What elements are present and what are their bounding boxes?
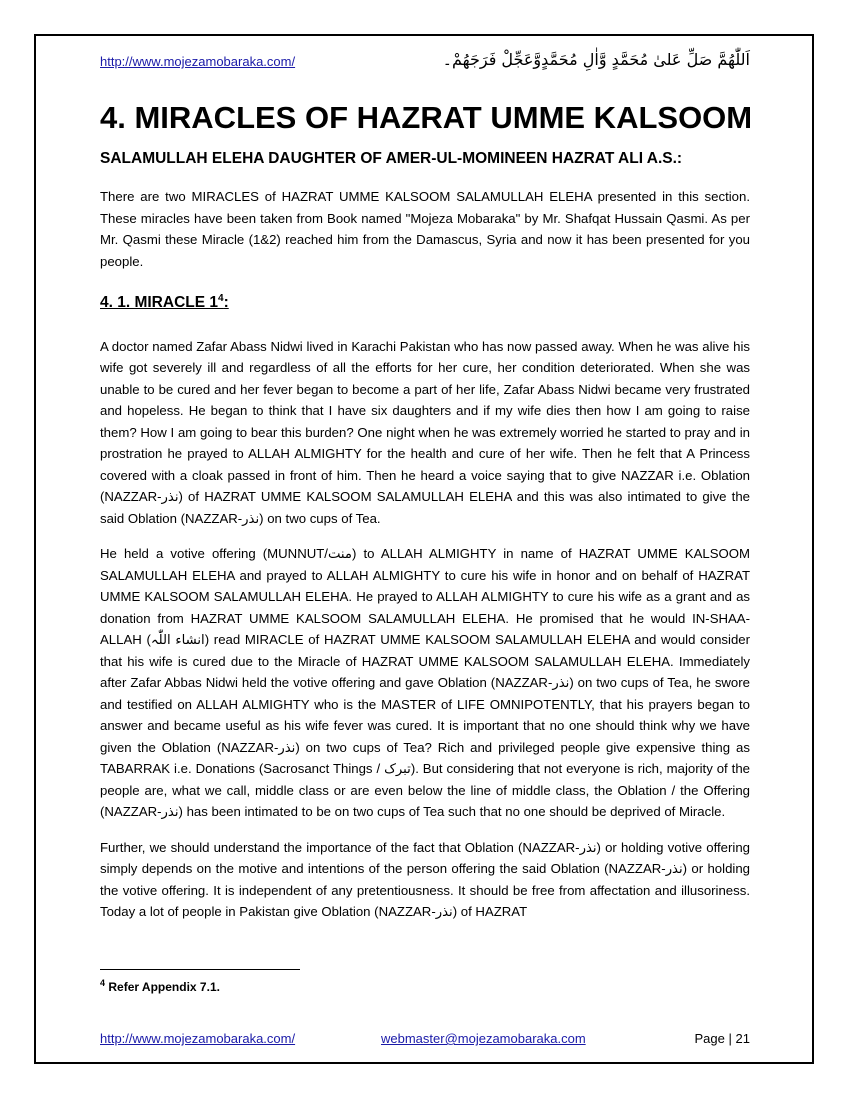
header-arabic-invocation: اَللّٰھُمَّ صَلِّ عَلیٰ مُحَمَّدٍ وَّاٰلِ مُحَمَّدٍوَّعَجِّلْ فَرَجَھُمْ۔ xyxy=(442,50,750,69)
footer-site-link[interactable]: http://www.mojezamobaraka.com/ xyxy=(100,1031,296,1046)
chapter-title: 4. MIRACLES OF HAZRAT UMME KALSOOM xyxy=(100,100,753,135)
intro-paragraph: There are two MIRACLES of HAZRAT UMME KALSOOM SALAMULLAH ELEHA presented in this section. These miracles have been taken from Book named "Mojeza Mobaraka" by Mr. Shafqat Hussain Qasmi. As per Mr. Qasmi these Miracle (1&2) reached him from the Damascus, Syria and now it has been presented for you people. xyxy=(100,189,750,269)
body-content xyxy=(100,186,750,923)
section-heading-text: 4. 1. MIRACLE 1 xyxy=(100,294,218,312)
section-heading xyxy=(100,288,750,314)
body-paragraph: He held a votive offering (MUNNUT/منت) to ALLAH ALMIGHTY in name of HAZRAT UMME KALSOOM SALAMULLAH ELEHA and prayed to ALLAH ALMIGHTY to cure his wife in honor and on behalf of HAZRAT UMME KALSOOM SALAMULLAH ELEHA. He prayed to ALLAH ALMIGHTY to cure his wife as a grant and as donation from HAZRAT UMME KALSOOM SALAMULLAH ELEHA. He promised that he would IN-SHAA-ALLAH (انشاء اللّٰہ) read MIRACLE of HAZRAT UMME KALSOOM SALAMULLAH ELEHA and would consider that his wife is cured due to the Miracle of HAZRAT UMME KALSOOM SALAMULLAH ELEHA. Immediately after Zafar Abbas Nidwi held the votive offering and gave Oblation (NAZZAR-نذر) on two cups of Tea, he swore and testified on ALLAH ALMIGHTY who is the MASTER of LIFE OMNIPOTENTLY, that his prayers began to answer and became useful as his wife fever was cured. It is important that no one should think why we have given the Oblation (NAZZAR-نذر) on two cups of Tea? Rich and privileged people give expensive thing as TABARRAK i.e. Donations (Sacrosanct Things / تبرک). But considering that not everyone is rich, majority of the people are, what we call, middle class or are even below the line of middle class, the Oblation / the Offering (NAZZAR-نذر) has been intimated to be on two cups of Tea such that no one should be deprived of Miracle. xyxy=(100,546,751,820)
section-heading-colon: : xyxy=(223,294,229,312)
footnote-text: Refer Appendix 7.1. xyxy=(108,980,220,994)
page-label: Page xyxy=(694,1031,725,1046)
footnote-number: 4 xyxy=(100,978,106,988)
body-paragraph: Further, we should understand the importance of the fact that Oblation (NAZZAR-نذر) or holding votive offering simply depends on the motive and intentions of the person offering the said Oblation (NAZZAR-نذر) or holding the votive offering. It is independent of any pretentiousness. It should be free from affectation and illusoriness. Today a lot of people in Pakistan give Oblation (NAZZAR-نذر) of HAZRAT xyxy=(100,839,750,920)
page-number-value: 21 xyxy=(735,1031,750,1046)
page-separator: | xyxy=(728,1031,732,1046)
footnote-separator xyxy=(100,969,300,970)
header-site-link[interactable]: http://www.mojezamobaraka.com/ xyxy=(100,54,296,69)
footnote xyxy=(100,978,220,994)
footer-email-link[interactable]: webmaster@mojezamobaraka.com xyxy=(381,1031,586,1046)
footnote-reference[interactable]: 4 xyxy=(218,293,224,304)
chapter-subtitle: SALAMULLAH ELEHA DAUGHTER OF AMER-UL-MOMINEEN HAZRAT ALI A.S.: xyxy=(100,150,683,167)
page-number xyxy=(695,1031,750,1046)
body-paragraph: A doctor named Zafar Abass Nidwi lived in Karachi Pakistan who has now passed away. When he was alive his wife got severely ill and regardless of all the efforts for her cure, her condition deteriorated. When she was unable to be cured and her fever began to become a part of her life, Zafar Abass Nidwi became very frustrated and hopeless. He began to think that I have six daughters and if my wife dies then how I am going to raise them? How I am going to bear this burden? One night when he was extremely worried he started to pray and in prostration he prayed to ALLAH ALMIGHTY for the health and cure of her wife. Then he felt that A Princess covered with a cloak passed in front of him. Then he heard a voice saying that to give NAZZAR i.e. Oblation (NAZZAR-نذر) of HAZRAT UMME KALSOOM SALAMULLAH ELEHA and this was also intimated to give the said Oblation (NAZZAR-نذر) on two cups of Tea. xyxy=(100,338,750,526)
